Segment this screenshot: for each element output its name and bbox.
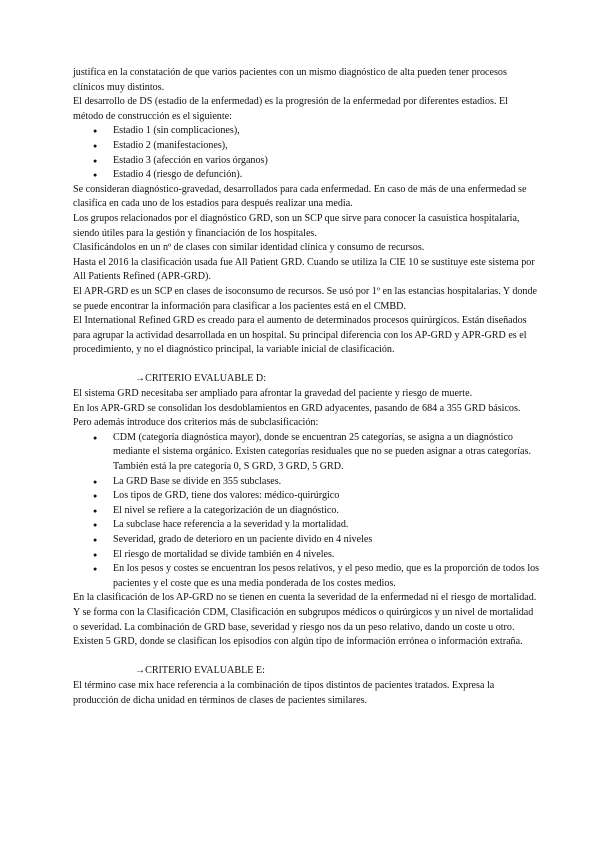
spacer xyxy=(73,358,540,373)
paragraph: Los grupos relacionados por el diagnóstico GRD, son un SCP que sirve para conocer la casuística hospitalaria, siendo útiles para la gestión y financiación de los hospitales. xyxy=(73,212,520,239)
section-heading-criterio-e: →CRITERIO EVALUABLE E: xyxy=(135,665,265,677)
list-item: ● La GRD Base se divide en 355 subclases. xyxy=(93,475,540,490)
paragraph: En la clasificación de los AP-GRD no se tienen en cuenta la severidad de la enfermedad ni el riesgo de mortalidad. Y se forma con la Clasificación CDM, Clasificación en subgrupos médicos o quirúrgicos y un nivel de mortalidad o severidad. La combinación de GRD base, severidad y riesgo nos da un peso relativo, dando un coste u otro. xyxy=(73,592,537,633)
stages-list xyxy=(73,124,540,182)
paragraph: justifica en la constatación de que varios pacientes con un mismo diagnóstico de alta pueden tener procesos clínicos muy distintos. xyxy=(73,67,507,93)
paragraph: Clasificándolos en un nº de clases con similar identidad clínica y consumo de recursos. xyxy=(73,242,425,254)
list-item: ● Severidad, grado de deterioro en un paciente divido en 4 niveles xyxy=(93,533,540,548)
criteria-list xyxy=(73,431,540,592)
paragraph: Existen 5 GRD, donde se clasifican los episodios con algún tipo de información errónea o información extraña. xyxy=(73,636,523,648)
list-item: ● En los pesos y costes se encuentran los pesos relativos, y el peso medio, que es la proporción de todos los pacientes y el coste que es una media ponderada de los costes medios. xyxy=(93,562,540,591)
paragraph: El desarrollo de DS (estadio de la enfermedad) es la progresión de la enfermedad por diferentes estadios. El método de construcción es el siguiente: xyxy=(73,96,508,122)
list-item: ● Estadio 4 (riesgo de defunción). xyxy=(93,168,540,183)
paragraph: El APR-GRD es un SCP en clases de isoconsumo de recursos. Se usó por 1º en las estancias hospitalarias. Y donde se puede encontrar la información para clasificar a los pacientes está en el CMBD. xyxy=(73,285,538,312)
paragraph: El International Refined GRD es creado para el aumento de determinados procesos quirúrgicos. Están diseñados para agrupar la actividad desarrollada en un hospital. Su principal diferencia con los AP-GRD y APR-GRD es el procedimiento, y no el diagnóstico principal, la variable inicial de clasificación. xyxy=(73,315,527,356)
paragraph: El sistema GRD necesitaba ser ampliado para afrontar la gravedad del paciente y riesgo de muerte. xyxy=(73,388,473,400)
list-item: ● El nivel se refiere a la categorización de un diagnóstico. xyxy=(93,504,540,519)
paragraph: En los APR-GRD se consolidan los desdoblamientos en GRD adyacentes, pasando de 684 a 355 GRD básicos. Pero además introduce dos criterios más de subclasificación: xyxy=(73,402,521,429)
spacer xyxy=(73,650,540,665)
section-heading-criterio-d: →CRITERIO EVALUABLE D: xyxy=(135,373,267,385)
list-item: ● El riesgo de mortalidad se divide también en 4 niveles. xyxy=(93,548,540,563)
list-item: ● La subclase hace referencia a la severidad y la mortalidad. xyxy=(93,518,540,533)
list-item: ● Estadio 1 (sin complicaciones), xyxy=(93,124,540,139)
list-item: ● Los tipos de GRD, tiene dos valores: médico-quirúrgico xyxy=(93,489,540,504)
list-item: ● Estadio 3 (afección en varios órganos) xyxy=(93,154,540,169)
paragraph: Hasta el 2016 la clasificación usada fue All Patient GRD. Cuando se utiliza la CIE 10 se sustituye este sistema por All Patients Refined (APR-GRD). xyxy=(73,256,535,283)
list-item: ● CDM (categoría diagnóstica mayor), donde se encuentran 25 categorías, se asigna a un diagnóstico mediante el sistema orgánico. Existen categorías residuales que no se pueden asignar a otras categorías. También está la pre categoría 0, S GRD, 3 GRD, 5 GRD. xyxy=(93,431,540,475)
paragraph: Se consideran diagnóstico-gravedad, desarrollados para cada enfermedad. En caso de más de una enfermedad se clasifica en cada uno de los estadios para después realizar una media. xyxy=(73,183,527,210)
list-item: ● Estadio 2 (manifestaciones), xyxy=(93,139,540,154)
paragraph: El término case mix hace referencia a la combinación de tipos distintos de pacientes tratados. Expresa la producción de dicha unidad en términos de clases de pacientes similares. xyxy=(73,679,495,706)
